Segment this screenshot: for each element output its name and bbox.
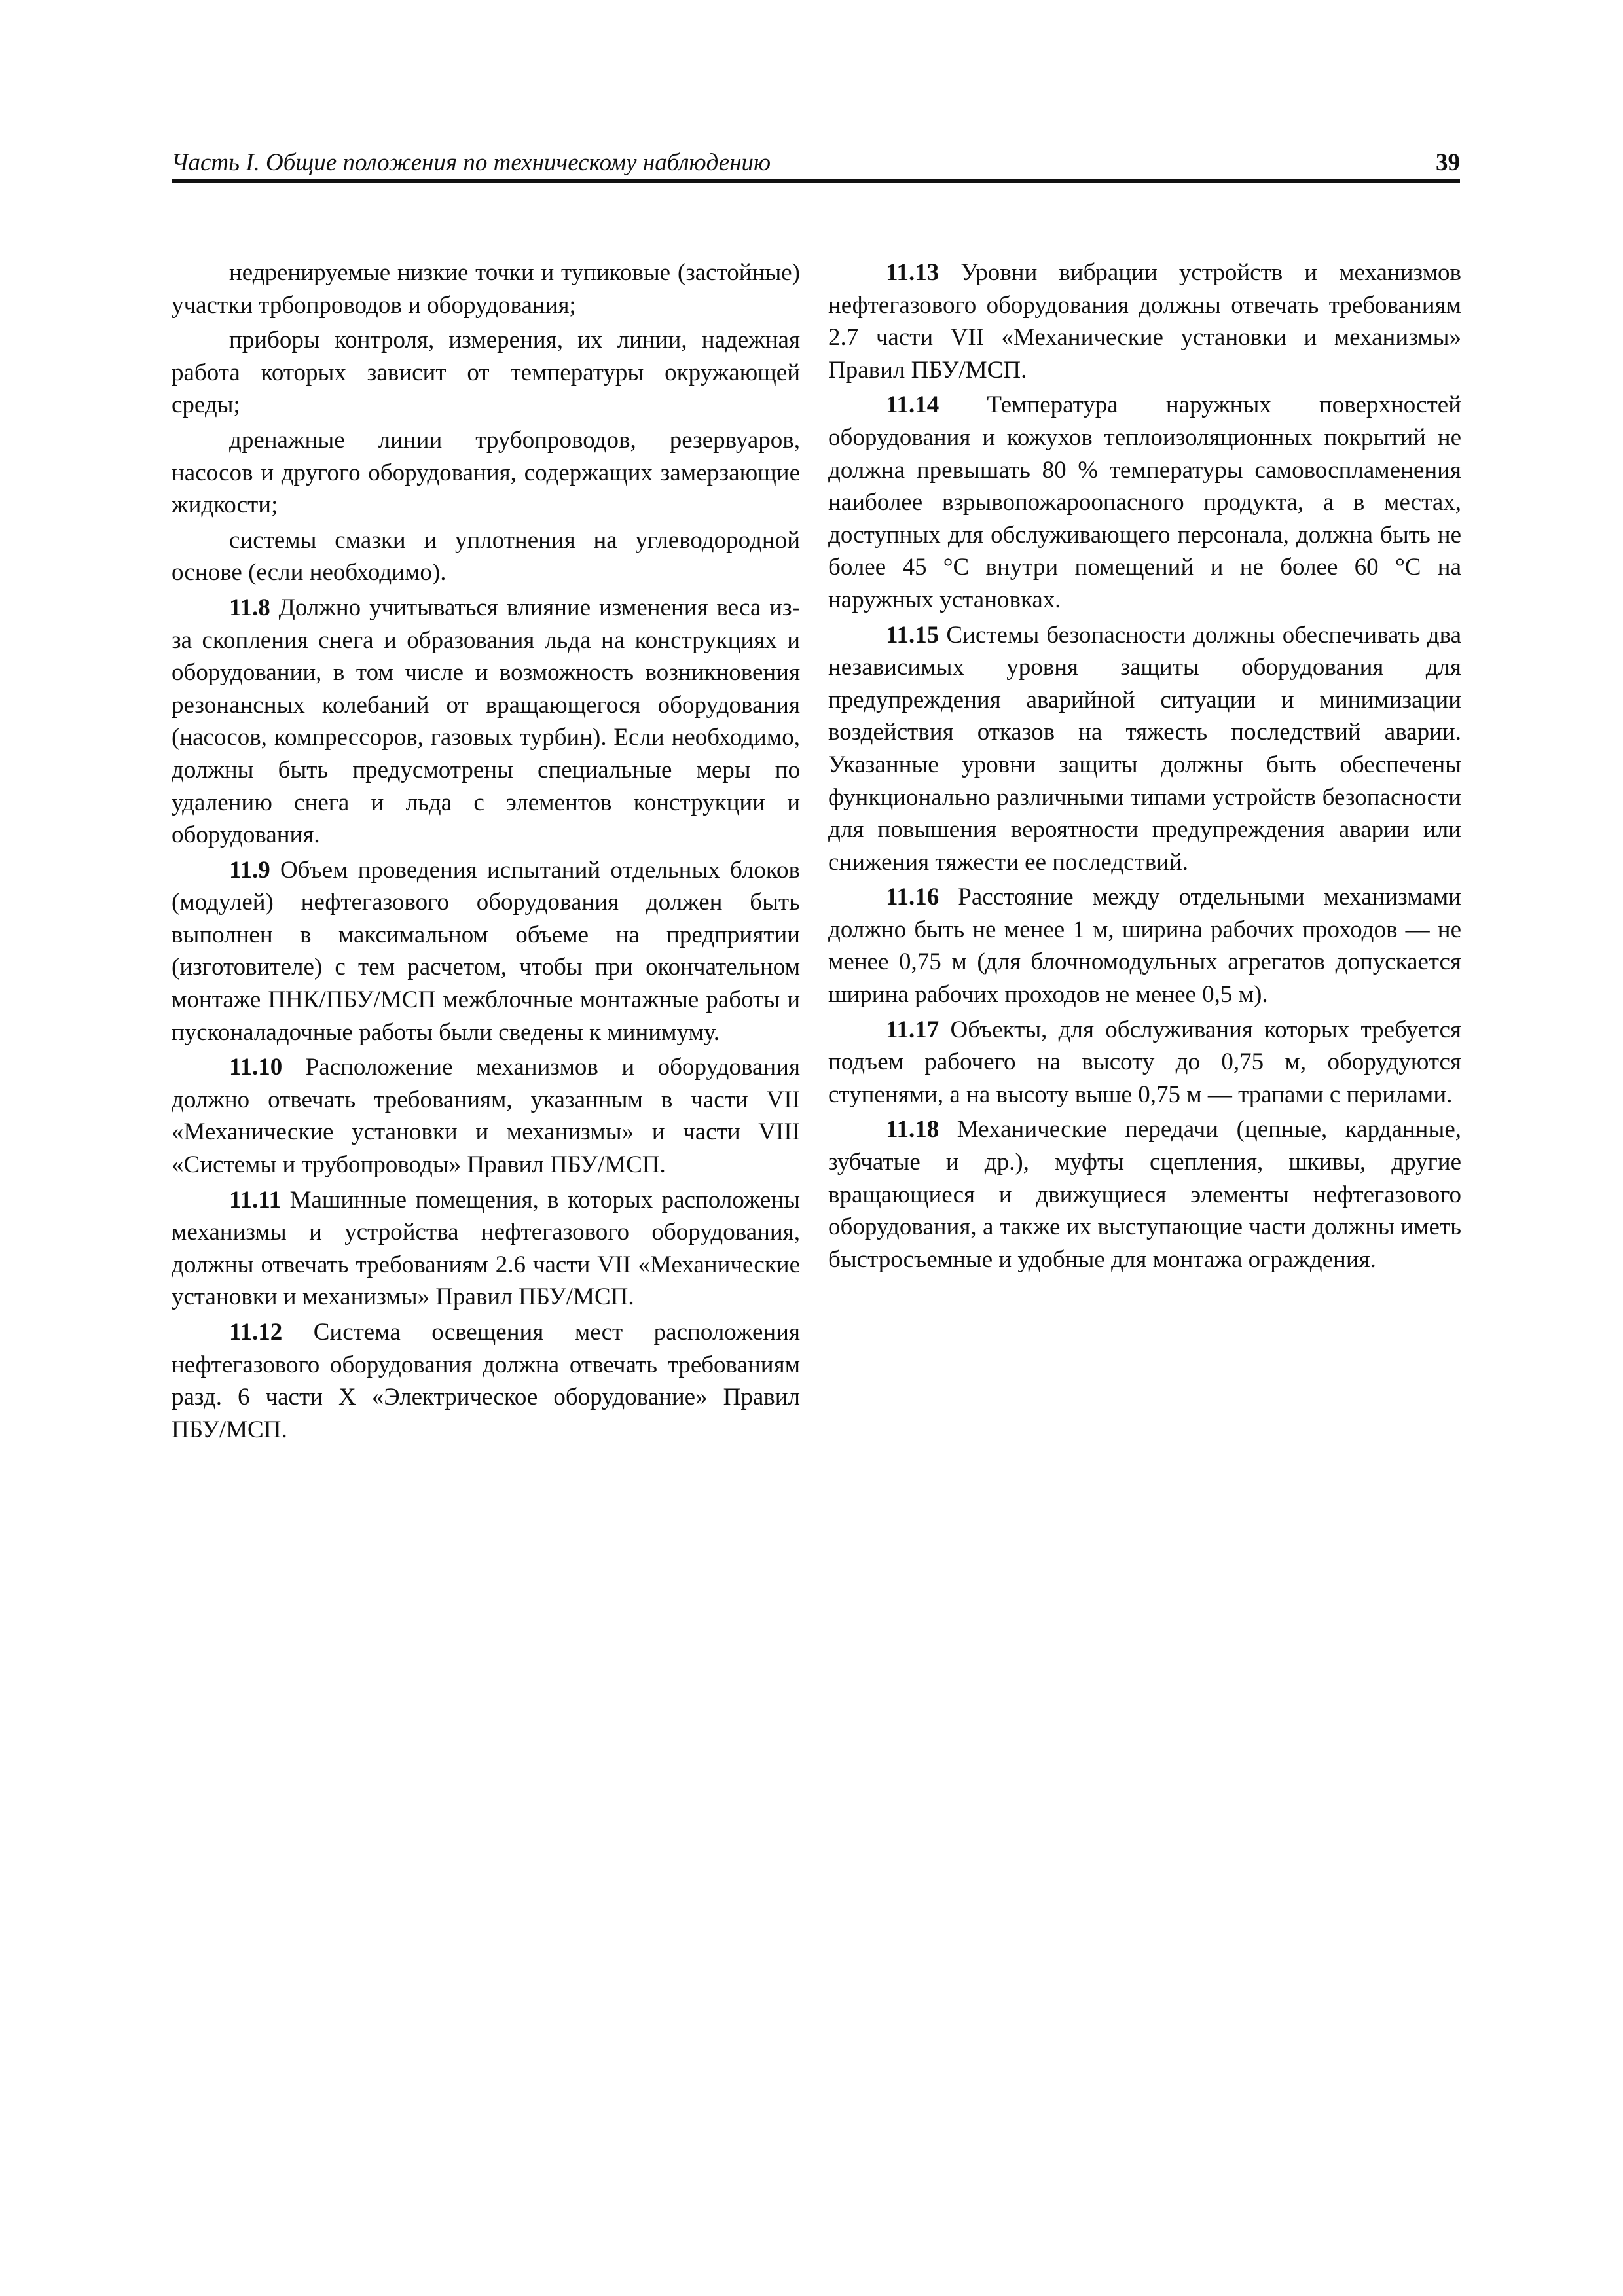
clause-11-16 bbox=[828, 881, 1461, 1011]
paragraph-text: системы смазки и уплотнения на углеводородной основе (если необходимо). bbox=[172, 526, 800, 586]
section-number: 11.10 bbox=[229, 1054, 283, 1081]
right-column bbox=[828, 257, 1461, 1278]
list-item-drain-lines bbox=[172, 424, 800, 522]
left-column bbox=[172, 257, 800, 1448]
list-item-control-devices bbox=[172, 324, 800, 422]
paragraph-text: Должно учитываться влияние изменения веса из-за скопления снега и образования льда на конструкциях и оборудовании, в том числе и возможность возникновения резонансных колебаний от вращающегося оборудования (насосов, компрессоров, газовых турбин). Если необходимо, должны быть предусмотрены специальные меры по удалению снега и льда с элементов конструкции и оборудования. bbox=[172, 594, 800, 849]
clause-11-17 bbox=[828, 1014, 1461, 1111]
page-number: 39 bbox=[1436, 149, 1460, 176]
paragraph-text: Объем проведения испытаний отдельных блоков (модулей) нефтегазового оборудования должен быть выполнен в максимальном объеме на предприятии (изготовителе) с тем расчетом, чтобы при окончательном монтаже ПНК/ПБУ/МСП межблочные монтажные работы и пусконаладочные работы были сведены к минимуму. bbox=[172, 856, 800, 1046]
section-number: 11.17 bbox=[886, 1016, 939, 1043]
paragraph-text: Системы безопасности должны обеспечивать два независимых уровня защиты оборудования для предупреждения аварийной ситуации и минимизации воздействия отказов на тяжесть последствий аварии. Указанные уровни защиты должны быть обеспечены функционально различными типами устройств безопасности для повышения вероятности предупреждения аварии или снижения тяжести ее последствий. bbox=[828, 621, 1461, 876]
section-number: 11.9 bbox=[229, 856, 270, 884]
list-item-lubrication-systems bbox=[172, 524, 800, 589]
section-number: 11.16 bbox=[886, 884, 939, 911]
paragraph-text: Температура наружных поверхностей оборудования и кожухов теплоизоляционных покрытий не должна превышать 80 % температуры самовоспламенения наиболее взрывопожароопасного продукта, а в местах, доступных для обслуживающего персонала, должна быть не более 45 °С внутри помещений и не более 60 °С на наружных установках. bbox=[828, 391, 1461, 613]
clause-11-13 bbox=[828, 257, 1461, 386]
paragraph-text: Машинные помещения, в которых расположены механизмы и устройства нефтегазового оборудования, должны отвечать требованиям 2.6 части VII «Механические установки и механизмы» Правил ПБУ/МСП. bbox=[172, 1186, 800, 1311]
clause-11-9 bbox=[172, 854, 800, 1049]
section-number: 11.12 bbox=[229, 1319, 283, 1346]
paragraph-text: Механические передачи (цепные, карданные, зубчатые и др.), муфты сцепления, шкивы, другие вращающиеся и движущиеся элементы нефтегазового оборудования, а также их выступающие части должны иметь быстросъемные и удобные для монтажа ограждения. bbox=[828, 1116, 1461, 1273]
paragraph-text: Система освещения мест расположения нефтегазового оборудования должна отвечать требованиям разд. 6 части X «Электрическое оборудование» Правил ПБУ/МСП. bbox=[172, 1319, 800, 1443]
clause-11-14 bbox=[828, 389, 1461, 616]
section-number: 11.15 bbox=[886, 621, 939, 649]
paragraph-text: дренажные линии трубопроводов, резервуаров, насосов и другого оборудования, содержащих замерзающие жидкости; bbox=[172, 426, 800, 519]
clause-11-15 bbox=[828, 619, 1461, 879]
section-number: 11.18 bbox=[886, 1116, 939, 1143]
running-title: Часть I. Общие положения по техническому наблюдению bbox=[172, 149, 771, 176]
paragraph-text: Уровни вибрации устройств и механизмов нефтегазового оборудования должны отвечать требованиям 2.7 части VII «Механические установки и механизмы» Правил ПБУ/МСП. bbox=[828, 259, 1461, 384]
clause-11-18 bbox=[828, 1113, 1461, 1276]
section-number: 11.11 bbox=[229, 1186, 282, 1213]
clause-11-8 bbox=[172, 592, 800, 852]
section-number: 11.8 bbox=[229, 594, 270, 621]
paragraph-text: Объекты, для обслуживания которых требуется подъем рабочего на высоту до 0,75 м, оборудуются ступенями, а на высоту выше 0,75 м — трапами с перилами. bbox=[828, 1016, 1461, 1108]
clause-11-12 bbox=[172, 1316, 800, 1446]
clause-11-11 bbox=[172, 1184, 800, 1314]
section-number: 11.13 bbox=[886, 259, 939, 286]
section-number: 11.14 bbox=[886, 391, 939, 419]
paragraph-text: приборы контроля, измерения, их линии, надежная работа которых зависит от температуры окружающей среды; bbox=[172, 327, 800, 419]
page-header bbox=[172, 139, 1460, 183]
clause-11-10 bbox=[172, 1051, 800, 1181]
paragraph-text: недренируемые низкие точки и тупиковые (застойные) участки трбопроводов и оборудования; bbox=[172, 259, 800, 319]
paragraph-text: Расстояние между отдельными механизмами должно быть не менее 1 м, ширина рабочих проходов — не менее 0,75 м (для блочномодульных агрегатов допускается ширина рабочих проходов не менее 0,5 м). bbox=[828, 884, 1461, 1009]
paragraph-text: Расположение механизмов и оборудования должно отвечать требованиям, указанным в части VII «Механические установки и механизмы» и части VIII «Системы и трубопроводы» Правил ПБУ/МСП. bbox=[172, 1054, 800, 1179]
list-item-undrained-points bbox=[172, 257, 800, 321]
